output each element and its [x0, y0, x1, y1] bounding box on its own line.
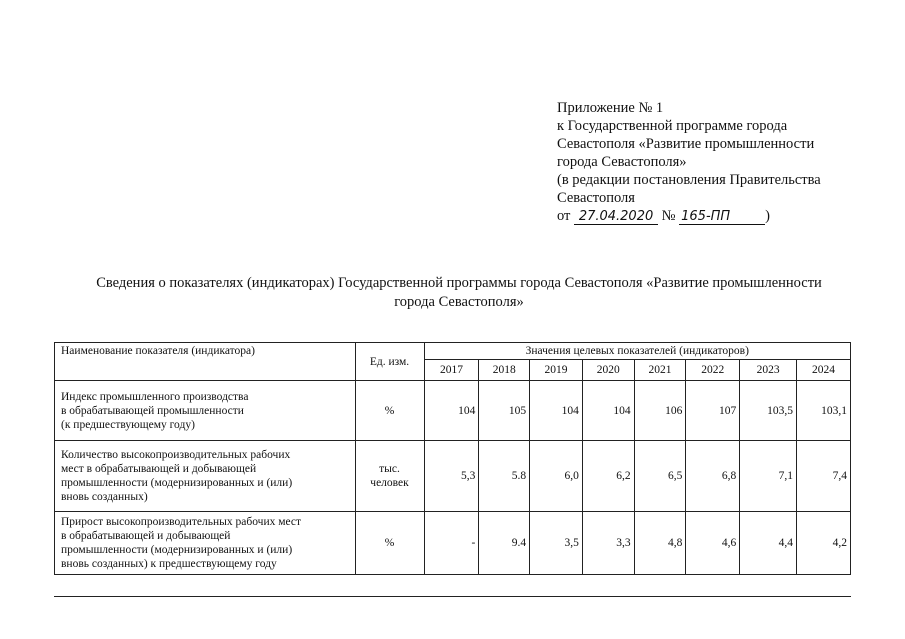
indicator-name-line: вновь созданных) [61, 491, 148, 503]
indicator-name [55, 441, 356, 512]
indicator-unit [355, 512, 424, 575]
indicator-value: 3,3 [582, 512, 634, 575]
from-prefix: от [557, 208, 571, 224]
annex-line: города Севастополя» [557, 154, 687, 170]
indicator-value: 3,5 [530, 512, 583, 575]
annex-line: к Государственной программе города [557, 118, 788, 134]
indicators-table [54, 342, 851, 575]
indicator-value: 103,5 [740, 381, 797, 441]
year-header: 2022 [686, 360, 740, 381]
year-header: 2023 [740, 360, 797, 381]
table-bottom-edge [54, 596, 851, 597]
indicator-value: 104 [582, 381, 634, 441]
indicator-value: 4,2 [797, 512, 851, 575]
table-row [55, 512, 851, 575]
header-values: Значения целевых показателей (индикаторов) [424, 343, 850, 360]
title-line: города Севастополя» [394, 294, 524, 310]
indicator-name-line: в обрабатывающей промышленности [61, 404, 244, 417]
year-header: 2024 [797, 360, 851, 381]
indicator-value: - [424, 512, 479, 575]
indicator-name-line: Количество высокопроизводительных рабочих [61, 449, 291, 461]
year-header: 2019 [530, 360, 583, 381]
year-header: 2018 [479, 360, 530, 381]
indicator-value: 4,6 [686, 512, 740, 575]
indicator-value: 9.4 [479, 512, 530, 575]
indicator-name [55, 512, 356, 575]
indicator-unit [355, 381, 424, 441]
indicator-value: 7,4 [797, 441, 851, 512]
indicator-value: 106 [634, 381, 686, 441]
annex-line: (в редакции постановления Правительства [557, 172, 821, 188]
indicator-name-line: промышленности (модернизированных и (или) [61, 477, 293, 489]
indicator-value: 6,2 [582, 441, 634, 512]
header-name: Наименование показателя (индикатора) [55, 343, 356, 381]
indicator-unit-line: % [384, 537, 395, 549]
annex-date-line [557, 207, 897, 225]
indicator-name [55, 381, 356, 441]
document-title [40, 274, 878, 312]
indicator-value: 107 [686, 381, 740, 441]
indicator-name-line: Индекс промышленного производства [61, 390, 249, 403]
indicator-name-line: (к предшествующему году) [61, 418, 195, 431]
indicator-value: 6,8 [686, 441, 740, 512]
handwritten-date: 27.04.2020 [574, 210, 658, 225]
title-line: Сведения о показателях (индикаторах) Государственной программы города Севастополя «Развитие промышленности [96, 275, 822, 291]
indicator-value: 6,5 [634, 441, 686, 512]
indicator-unit [355, 441, 424, 512]
close-paren: ) [765, 208, 770, 224]
indicator-value: 4,8 [634, 512, 686, 575]
table-body [55, 381, 851, 575]
number-prefix: № [661, 208, 676, 224]
indicator-name-line: промышленности (модернизированных и (или) [61, 544, 293, 556]
year-header: 2020 [582, 360, 634, 381]
indicator-value: 103,1 [797, 381, 851, 441]
indicator-value: 6,0 [530, 441, 583, 512]
indicator-value: 105 [479, 381, 530, 441]
indicator-name-line: мест в обрабатывающей и добывающей [61, 463, 257, 475]
indicator-value: 104 [530, 381, 583, 441]
indicator-value: 104 [424, 381, 479, 441]
annex-line: Севастополя «Развитие промышленности [557, 136, 815, 152]
year-header: 2017 [424, 360, 479, 381]
indicator-value: 7,1 [740, 441, 797, 512]
annex-block [557, 99, 897, 225]
indicator-name-line: в обрабатывающей и добывающей [61, 530, 231, 542]
indicator-name-line: вновь созданных) к предшествующему году [61, 558, 277, 570]
table-row [55, 381, 851, 441]
indicator-unit-line: тыс. [379, 463, 400, 475]
indicator-unit-line: % [384, 404, 395, 417]
header-unit: Ед. изм. [355, 343, 424, 381]
indicator-name-line: Прирост высокопроизводительных рабочих мест [61, 516, 302, 528]
annex-line: Севастополя [557, 190, 635, 206]
indicator-value: 5,3 [424, 441, 479, 512]
indicator-value: 5.8 [479, 441, 530, 512]
handwritten-number: 165-ПП [679, 210, 765, 225]
indicator-unit-line: человек [370, 477, 409, 489]
indicator-value: 4,4 [740, 512, 797, 575]
year-header: 2021 [634, 360, 686, 381]
annex-line: Приложение № 1 [557, 100, 664, 116]
table-row [55, 441, 851, 512]
